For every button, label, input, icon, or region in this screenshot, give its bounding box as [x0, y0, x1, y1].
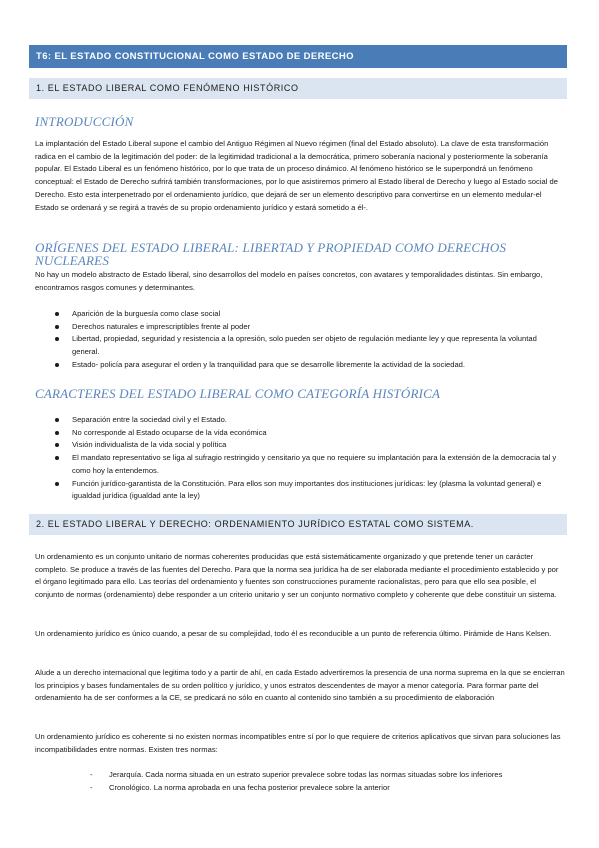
list-item: Libertad, propiedad, seguridad y resistencia a la opresión, solo pueden ser objeto de regulación mediante ley y que representa la voluntad general.	[55, 333, 560, 358]
list-item: - Jerarquía. Cada norma situada en un estrato superior prevalece sobre todas las normas situadas sobre los inferiores	[90, 769, 560, 782]
list-item: Estado- policía para asegurar el orden y la tranquilidad para que se desarrolle libremente la actividad de la sociedad.	[55, 359, 560, 372]
bullet-icon	[55, 337, 59, 341]
list-item: Derechos naturales e imprescriptibles frente al poder	[55, 321, 560, 334]
system-paragraph-2: Un ordenamiento jurídico es único cuando, a pesar de su complejidad, todo él es reconducible a un punto de referencia último. Pirámide de Hans Kelsen.	[35, 629, 552, 638]
bullet-icon	[55, 363, 59, 367]
list-item: Aparición de la burguesía como clase social	[55, 308, 560, 321]
section-2-header: 2. EL ESTADO LIBERAL Y DERECHO: ORDENAMIENTO JURÍDICO ESTATAL COMO SISTEMA.	[29, 514, 567, 535]
bullet-icon	[55, 443, 59, 447]
list-item: Separación entre la sociedad civil y el Estado.	[55, 414, 560, 427]
dash-marker: -	[90, 770, 93, 779]
list-item: No corresponde al Estado ocuparse de la vida económica	[55, 427, 560, 440]
section-1-header: 1. EL ESTADO LIBERAL COMO FENÓMENO HISTÓRICO	[29, 78, 567, 99]
system-paragraph-1: Un ordenamiento es un conjunto unitario de normas coherentes producidas que está sistemáticamente organizado y que pretende tener un carácter completo. Se produce a través de las fuentes del Derecho. Para que la norma sea jurídica ha de ser elaborada mediante el procedimiento establecido y por el órgano legitimado para ello. Las teorías del ordenamiento y fuentes son construcciones puramente racionalistas, pero para que ello sea posible, el conjunto de normas (ordenamiento) debe responder a un criterio unitario y ser un conjunto normativo completo y coherente que debe constituir un sistema.	[35, 552, 559, 600]
bullet-icon	[55, 325, 59, 329]
list-item: El mandato representativo se liga al sufragio restringido y censitario ya que no requiere su implantación para la extensión de la democracia tal y como hoy la entendemos.	[55, 452, 560, 477]
bullet-icon	[55, 312, 59, 316]
system-paragraph-3: Alude a un derecho internacional que legitima todo y a partir de ahí, en cada Estado advertiremos la presencia de una norma suprema en la que se encierran los principios y bases fundamentales de su orden político y jurídico, y unos estratos descendentes de mayor a menor categoría. Para formar parte del ordenamiento ha de ser conformes a la CE, se predicará no sólo en cuanto al contenido sino también a su procedimiento de elaboración	[35, 668, 565, 703]
bullet-icon	[55, 482, 59, 486]
bullet-icon	[55, 431, 59, 435]
bullet-icon	[55, 456, 59, 460]
system-paragraph-4: Un ordenamiento jurídico es coherente si no existen normas incompatibles entre sí por lo que requiere de criterios aplicativos que sirvan para soluciones las incompatibilidades entre normas. Existen tres normas:	[35, 732, 561, 754]
origins-paragraph: No hay un modelo abstracto de Estado liberal, sino desarrollos del modelo en países concretos, con avatares y temporalidades distintas. Sin embargo, encontramos rasgos comunes y determinantes.	[35, 270, 543, 292]
origins-heading: ORÍGENES DEL ESTADO LIBERAL: LIBERTAD Y PROPIEDAD COMO DERECHOS NUCLEARES	[35, 240, 507, 268]
dash-marker: -	[90, 782, 93, 792]
document-title: T6: EL ESTADO CONSTITUCIONAL COMO ESTADO DE DERECHO	[29, 45, 567, 68]
characters-list	[55, 414, 560, 503]
characters-heading: CARACTERES DEL ESTADO LIBERAL COMO CATEGORÍA HISTÓRICA	[35, 386, 441, 401]
intro-paragraph: La implantación del Estado Liberal supone el cambio del Antiguo Régimen al Nuevo régimen (final del Estado absoluto). La clave de esta transformación radica en el cambio de la legitimación del poder: de la legitimidad tradicional a la democrática, primero soberanía nacional y posteriormente la soberanía popular. El Estado Liberal es un fenómeno histórico, por lo que trata de un proceso dinámico. Al fenómeno histórico se le superpondrá un fenómeno conceptual: el Estado de Derecho sufrirá también transformaciones, por lo que asistiremos primero al Estado liberal de Derecho y luego al Estado social de Derecho. Esto esta interpenetrado por el ordenamiento jurídico, que dejará de ser un elemento descriptivo para convertirse en un elemento medular-el Estado se ordenará y se regirá a través de su propio ordenamiento jurídico y estará sometido a él-.	[35, 139, 558, 212]
origins-list	[55, 308, 560, 372]
bullet-icon	[55, 418, 59, 422]
list-item: - Cronológico. La norma aprobada en una fecha posterior prevalece sobre la anterior	[90, 782, 560, 795]
criteria-list	[90, 769, 560, 794]
list-item: Visión individualista de la vida social y política	[55, 439, 560, 452]
intro-heading: INTRODUCCIÓN	[35, 114, 134, 129]
list-item: Función jurídico-garantista de la Constitución. Para ellos son muy importantes dos instituciones jurídicas: ley (plasma la voluntad general) e igualdad jurídica (igualdad ante la ley)	[55, 478, 560, 503]
